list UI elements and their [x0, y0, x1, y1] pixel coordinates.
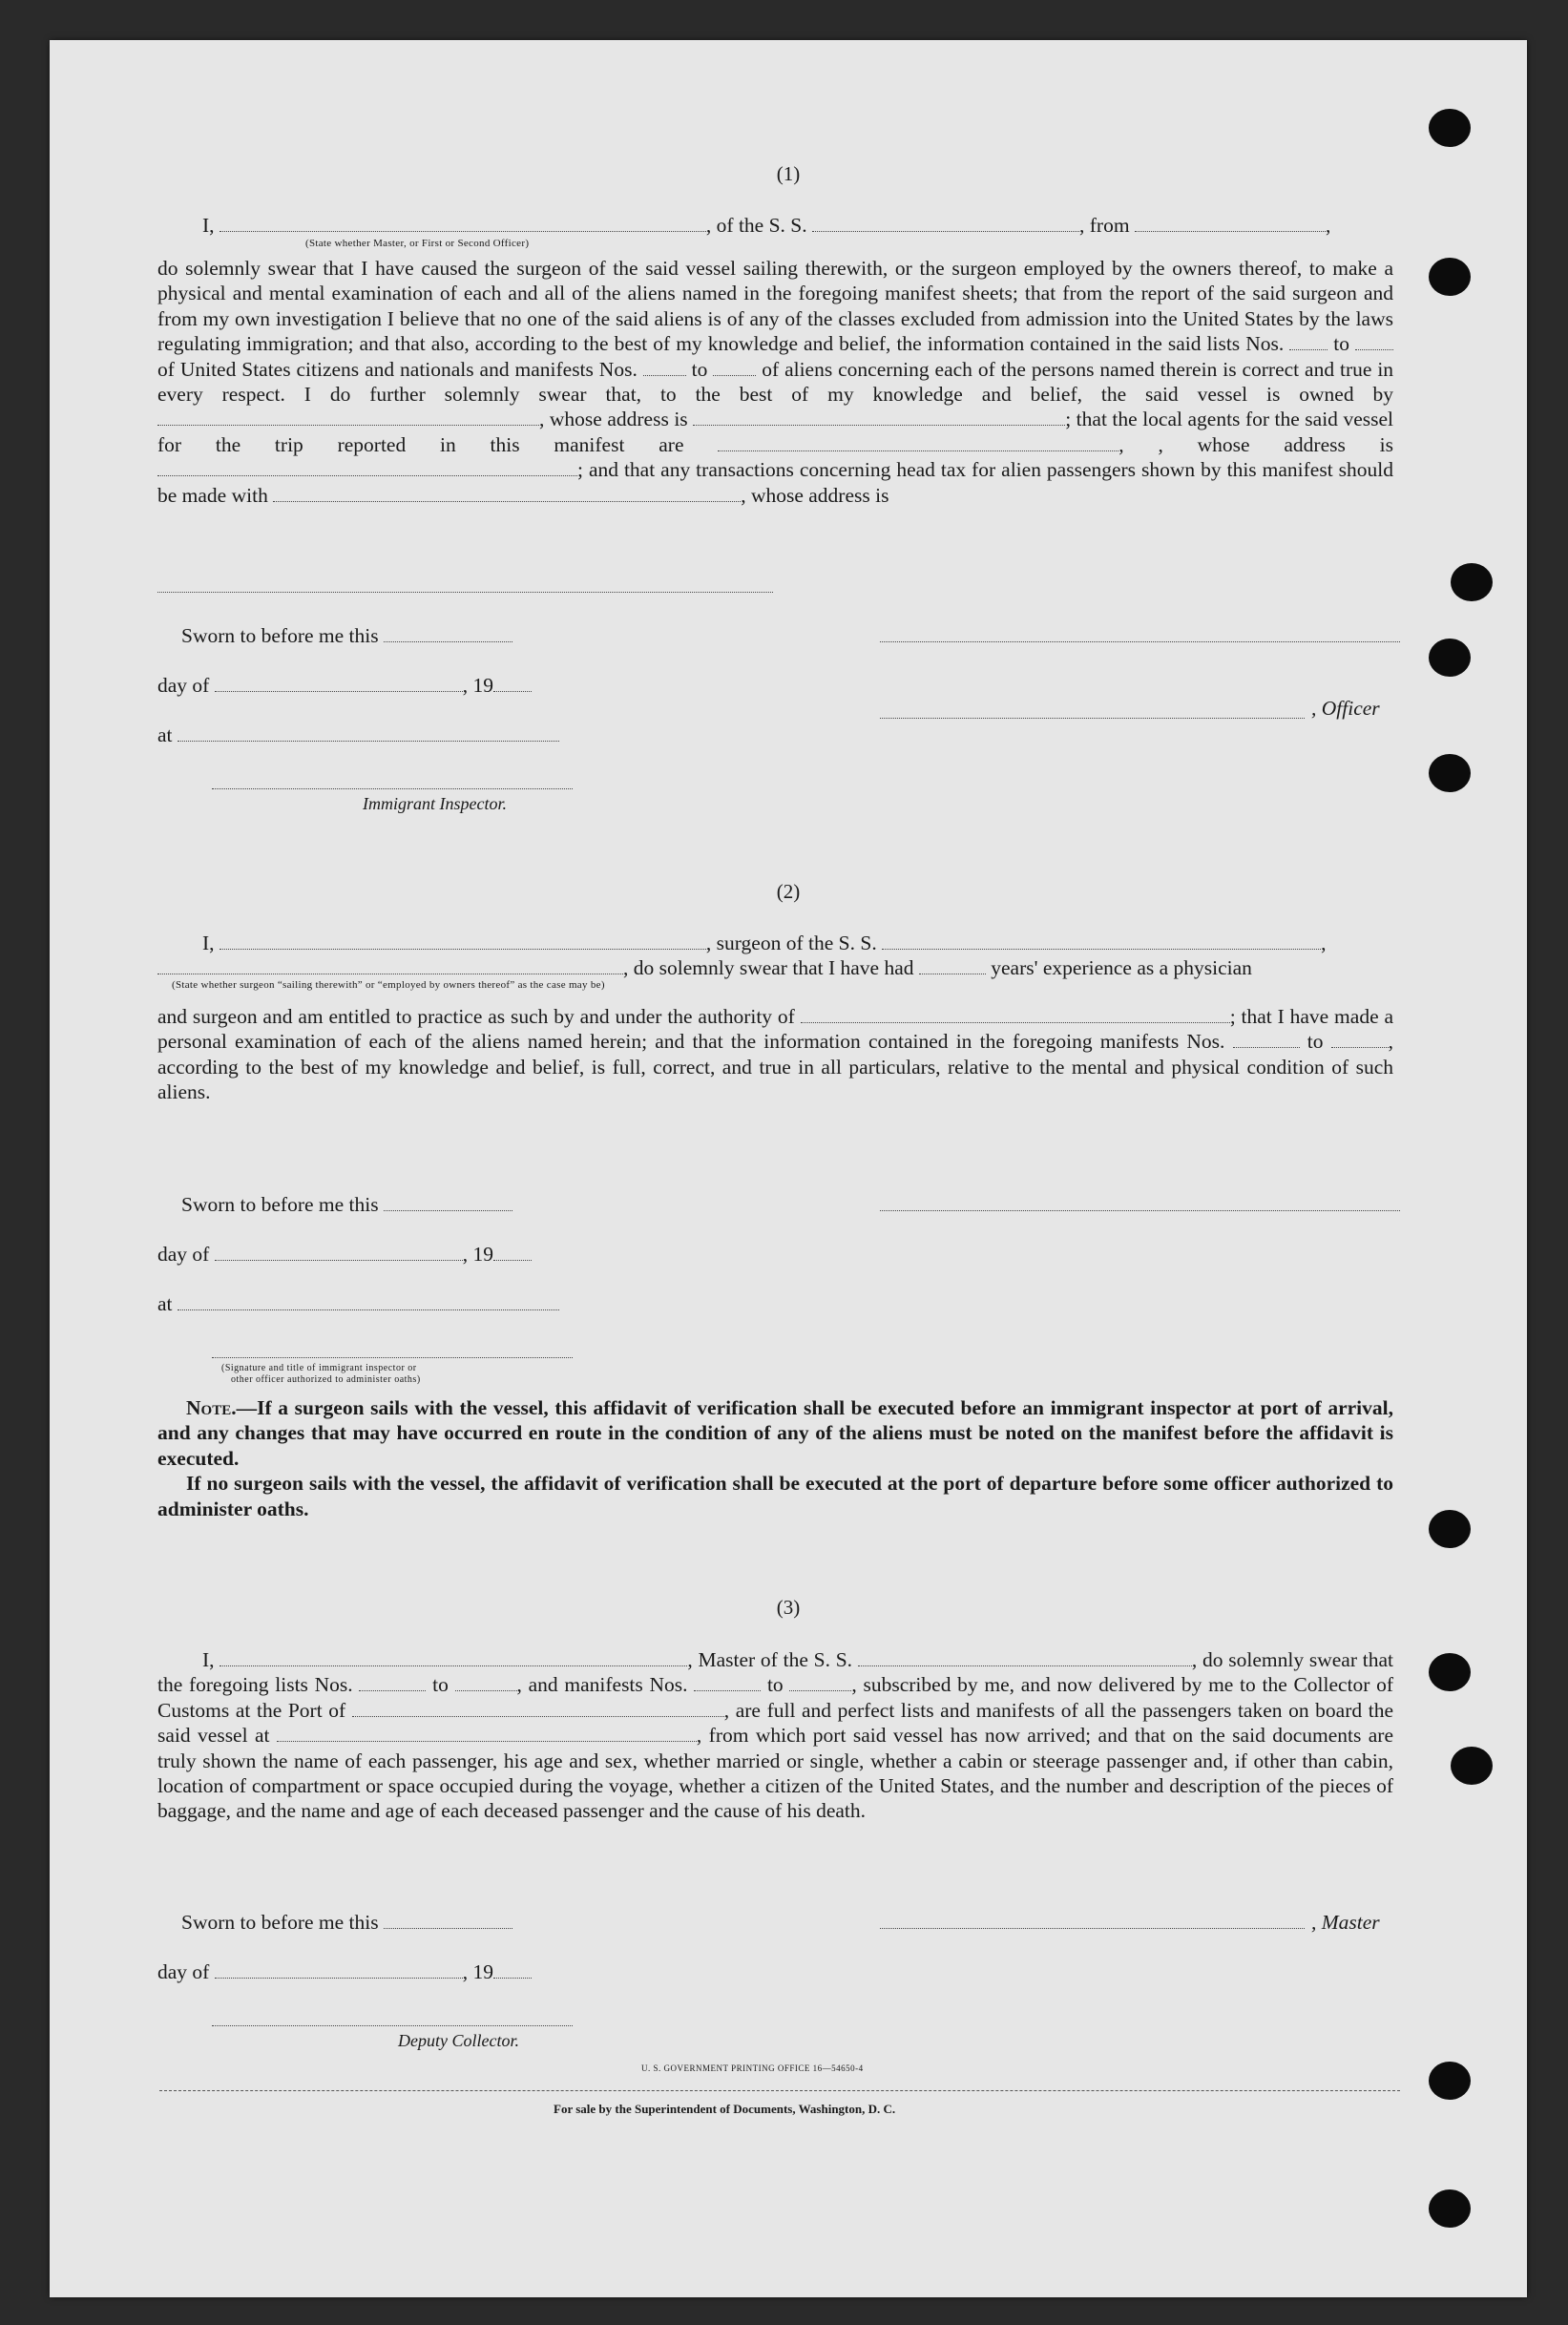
day-of-row	[157, 674, 532, 698]
oath-text: do solemnly swear that I have caused the surgeon of the said vessel sailing therewith, or the surgeon employed by the owners thereof, to make a physical and mental examination of each and all of the aliens named in the foregoing manifest sheets; that from the report of the said surgeon and from my own investigation I believe that no one of the said aliens is of any of the classes excluded from admission into the United States by the laws regulating immigration; and that also, according to the best of my knowledge and belief, the information contained in the said lists Nos.	[157, 257, 1393, 356]
authority-field[interactable]	[801, 1005, 1230, 1023]
binder-hole	[1429, 639, 1471, 677]
rest-text: , according to the best of my knowledge and belief, is full, correct, and true in all particulars, relative to the mental and physical condition of such aliens.	[157, 1030, 1394, 1104]
at-row	[157, 1292, 559, 1316]
month-field[interactable]	[215, 1243, 463, 1261]
to-label: to	[432, 1673, 449, 1697]
at-row	[157, 723, 559, 747]
footer-rule	[159, 2090, 1400, 2091]
ss-label: , of the S. S.	[705, 214, 807, 237]
manifests-from-field[interactable]	[643, 358, 686, 376]
exam-text: ; that I have made a personal examination of each of the aliens named herein; and that the information contained in the foregoing manifests Nos.	[157, 1005, 1394, 1054]
officer-title-field[interactable]	[220, 214, 706, 232]
year-field[interactable]	[493, 674, 532, 692]
surgeon-signature-line[interactable]	[880, 1210, 1400, 1211]
place-field[interactable]	[178, 1292, 559, 1310]
address-label: , whose address is	[1158, 432, 1394, 456]
printing-office-mark: U. S. GOVERNMENT PRINTING OFFICE 16—54650-4	[641, 2063, 864, 2073]
owner-field[interactable]	[157, 408, 539, 426]
agents-text: ; that the local agents for the said vessel for the trip reported in this manifest are	[157, 408, 1393, 456]
prefix: I,	[202, 1648, 215, 1671]
sworn-label: Sworn to before me this	[181, 1911, 379, 1934]
master-signature-line[interactable]	[880, 1928, 1305, 1929]
binder-hole	[1429, 754, 1471, 792]
full-text: , are full and perfect lists and manifests of all the passengers taken on board the said vessel at	[157, 1698, 1393, 1748]
day-of-row	[157, 1243, 532, 1267]
inspector-label: Immigrant Inspector.	[363, 794, 507, 813]
section-number: (2)	[776, 880, 801, 903]
do-solemnly-label: , do solemnly	[1191, 1648, 1305, 1671]
binder-hole	[1429, 2062, 1471, 2100]
head-tax-address-field[interactable]	[157, 592, 773, 593]
month-field[interactable]	[215, 674, 463, 692]
month-field[interactable]	[215, 1960, 463, 1979]
manifests-from-field[interactable]	[694, 1673, 761, 1691]
surgeon-label: , surgeon of the S. S.	[705, 932, 877, 954]
vessel-name-field[interactable]	[812, 214, 1079, 232]
officer-signature-line[interactable]	[880, 641, 1400, 642]
from-which-text: , from which port said vessel has now arrived; and that on the said documents are truly shown the name of each passenger, his age and sex, whether married or single, whether a cabin or steerage passenger and, if other than cabin, location of compartment or space occupied during the voyage, whether a citizen of the United States, and the number and description of the pieces of baggage, and the name and age of each deceased passenger and the cause of his death.	[157, 1724, 1394, 1823]
address-label: , whose address is	[539, 408, 688, 431]
lists-to-field[interactable]	[455, 1673, 517, 1691]
officer-name-line[interactable]	[880, 718, 1305, 719]
sworn-row	[181, 1193, 512, 1217]
binder-hole	[1429, 258, 1471, 296]
manifests-to-field[interactable]	[713, 358, 756, 376]
authority-text: and surgeon and am entitled to practice as such by and under the authority of	[157, 1005, 795, 1028]
place-field[interactable]	[178, 723, 559, 742]
section1-line1: I, , of the S. S. , from ,	[202, 214, 1331, 237]
surgeon-status-field[interactable]	[157, 956, 623, 974]
to-label: to	[691, 357, 708, 381]
binder-hole	[1451, 563, 1493, 601]
sworn-label: Sworn to before me this	[181, 624, 379, 647]
sale-note: For sale by the Superintendent of Documents, Washington, D. C.	[554, 2102, 896, 2116]
binder-hole	[1429, 1510, 1471, 1548]
binder-hole	[1451, 1747, 1493, 1785]
years-label: years' experience as a physician	[991, 956, 1252, 979]
manifests-to-field[interactable]	[1331, 1030, 1389, 1048]
section2-line2	[157, 956, 1252, 980]
year-field[interactable]	[493, 1243, 532, 1261]
signature-hint: other officer authorized to administer oaths)	[231, 1374, 421, 1385]
collector-signature-line[interactable]	[212, 2025, 573, 2026]
port-field[interactable]	[352, 1699, 724, 1717]
to-label: to	[1333, 332, 1350, 356]
note-label: Note.	[186, 1396, 237, 1419]
at-label: at	[157, 723, 173, 746]
officer-title-hint: (State whether Master, or First or Second Officer)	[305, 238, 530, 249]
lists-from-field[interactable]	[1289, 332, 1328, 350]
surgeon-name-field[interactable]	[220, 932, 706, 950]
head-tax-text: ; and that any transactions concerning head tax for alien passengers shown by this manifest should be made with	[157, 458, 1393, 507]
sworn-label: Sworn to before me this	[181, 1193, 379, 1216]
collector-label: Deputy Collector.	[398, 2031, 519, 2050]
master-label: , Master	[1311, 1911, 1380, 1934]
note-block	[157, 1395, 1393, 1521]
section2-line1: I, , surgeon of the S. S. ,	[202, 932, 1327, 954]
citizens-text: of United States citizens and nationals and manifests Nos.	[157, 357, 638, 381]
agents-address-field[interactable]	[157, 458, 577, 476]
year-label: , 19	[462, 1243, 493, 1266]
binder-hole	[1429, 109, 1471, 147]
day-of-row	[157, 1960, 532, 1984]
day-of-label: day of	[157, 1960, 210, 1983]
lists-from-field[interactable]	[359, 1673, 426, 1691]
manifests-to-field[interactable]	[789, 1673, 851, 1691]
signature-hint: (Signature and title of immigrant inspector or	[221, 1363, 417, 1373]
section-number: (1)	[776, 162, 801, 185]
manifests-from-field[interactable]	[1233, 1030, 1300, 1048]
section2-body	[157, 1004, 1393, 1105]
swear-label: , do solemnly swear that I have had	[623, 956, 914, 979]
at-label: at	[157, 1292, 173, 1315]
year-label: , 19	[462, 674, 493, 697]
from-port-field[interactable]	[1135, 214, 1326, 232]
sworn-day-field[interactable]	[384, 1911, 512, 1929]
surgeon-status-hint: (State whether surgeon “sailing therewith” or “employed by owners thereof” as the case may be)	[172, 979, 605, 991]
year-label: , 19	[462, 1960, 493, 1983]
binder-hole	[1429, 1653, 1471, 1691]
to-label: to	[1307, 1030, 1324, 1054]
owner-address-field[interactable]	[693, 408, 1065, 426]
inspector-signature-line[interactable]	[212, 1357, 573, 1358]
section-number: (3)	[776, 1596, 801, 1619]
vessel-name-field[interactable]	[882, 932, 1321, 950]
sworn-day-field[interactable]	[384, 1193, 512, 1211]
head-tax-party-field[interactable]	[273, 484, 741, 502]
local-agents-field[interactable]	[718, 433, 1119, 451]
day-of-label: day of	[157, 1243, 210, 1266]
manifests-label: , and manifests Nos.	[516, 1673, 688, 1697]
binder-hole	[1429, 2189, 1471, 2228]
to-label: to	[766, 1673, 784, 1697]
officer-label: , Officer	[1311, 697, 1380, 720]
master-of-label: , Master of the S. S.	[687, 1648, 853, 1671]
note-text-2: If no surgeon sails with the vessel, the affidavit of verification shall be executed at the port of departure before some officer authorized to administer oaths.	[157, 1472, 1393, 1520]
day-of-label: day of	[157, 674, 210, 697]
subscribed-text: , subscribed by me, and now delivered by me to the Collector of Customs at the Port of	[157, 1673, 1394, 1722]
sworn-day-field[interactable]	[384, 624, 512, 642]
sworn-row	[181, 1911, 512, 1935]
years-field[interactable]	[919, 956, 986, 974]
address-label: , whose address is	[741, 483, 889, 507]
sworn-row	[181, 624, 512, 648]
inspector-signature-line[interactable]	[212, 788, 573, 789]
master-name-field[interactable]	[220, 1648, 687, 1666]
aliens-text: of aliens concerning each of the persons named therein is correct and true in every respect. I do further solemnly swear that, to the best of my knowledge and belief, the said vessel is owned by	[157, 357, 1394, 407]
departure-port-field[interactable]	[277, 1724, 697, 1742]
vessel-name-field[interactable]	[858, 1648, 1192, 1666]
note-text-1: —If a surgeon sails with the vessel, this affidavit of verification shall be executed before an immigrant inspector at port of arrival, and any changes that may have occurred en route in the condition of any of the aliens must be noted on the manifest before the affidavit is executed.	[157, 1396, 1393, 1470]
year-field[interactable]	[493, 1960, 532, 1979]
section1-body: do solemnly swear that I have caused the surgeon of the said vessel sailing therewith, or the surgeon employed by the owners thereof, to make a physical and mental examination of each and all of the aliens named in the foregoing manifest sheets; that from the report of the said surgeon and from my own investigation I believe that no one of the said aliens is of any of the classes excluded from admission into the United States by the laws regulating immigration; and that also, according to the best of my knowledge and belief, the information contained in the said lists Nos. to of United States citizens and nationals and manifests Nos. to of aliens concerning each of the persons named therein is correct and true in every respect. I do further solemnly swear that, to the best of my knowledge and belief, the said vessel is owned by , whose address is ; that the local agents for the said vessel for the trip reported in this manifest are , , whose address is ; and that any transactions concerning head tax for alien passengers shown by this manifest should be made with , whose address is	[157, 257, 1394, 507]
prefix: I,	[202, 932, 215, 954]
from-label: , from	[1079, 214, 1130, 237]
section3-body	[157, 1647, 1393, 1824]
swear-lists-text: swear that the foregoing lists Nos.	[157, 1648, 1393, 1697]
lists-to-field[interactable]	[1355, 332, 1393, 350]
form-sheet	[50, 40, 1527, 2297]
prefix: I,	[202, 214, 215, 237]
